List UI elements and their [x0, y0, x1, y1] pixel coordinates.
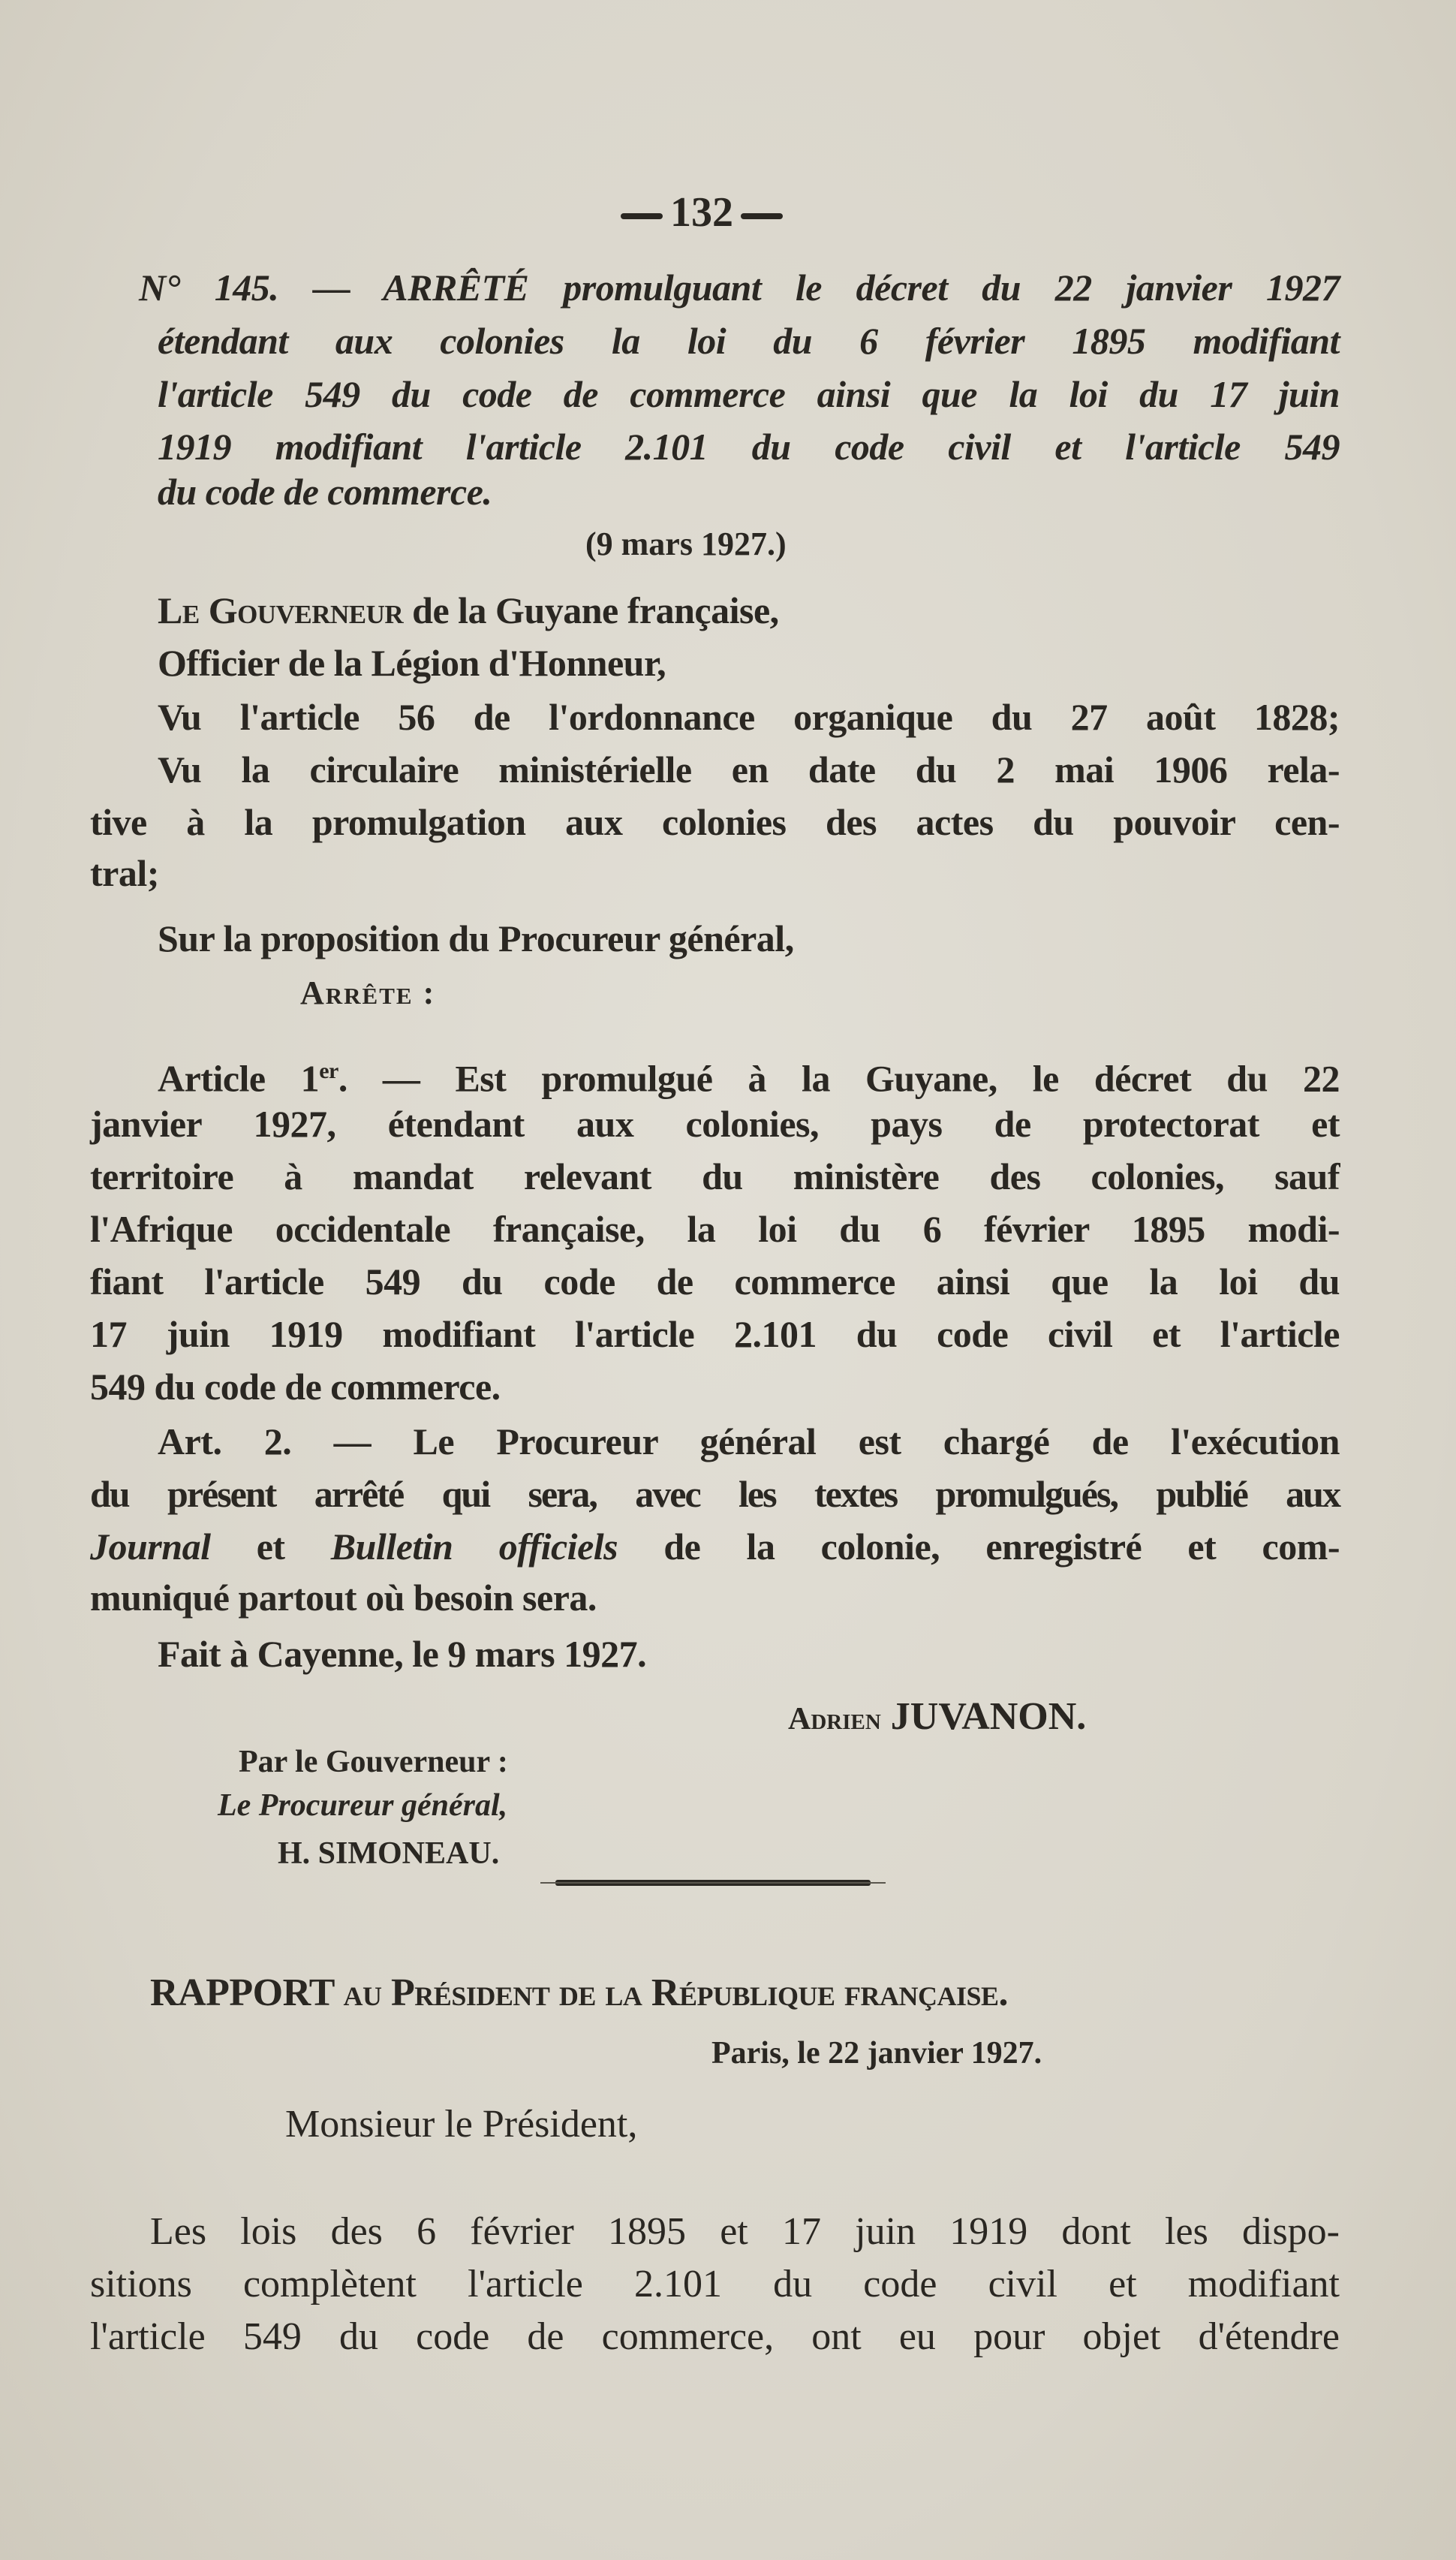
- ornament-dash: [621, 213, 663, 219]
- par-le-gouverneur: Par le Gouverneur :: [239, 1745, 508, 1779]
- bulletin-words: Bulletin officiels: [330, 1525, 618, 1568]
- rapport-line-2: sitions complètent l'article 2.101 du code civil et modifiant: [90, 2263, 1340, 2306]
- article-1-text: . — Est promulgué à la Guyane, le décret du 22: [338, 1057, 1340, 1100]
- article-1-line-7: 549 du code de commerce.: [90, 1366, 501, 1408]
- rapport-place-date: Paris, le 22 janvier 1927.: [711, 2036, 1042, 2071]
- article-2-line-4: muniqué partout où besoin sera.: [90, 1577, 597, 1619]
- officier-line: Officier de la Légion d'Honneur,: [158, 642, 666, 684]
- vu-circulaire-line-2: tive à la promulgation aux colonies des actes du pouvoir cen-: [90, 801, 1340, 843]
- article-1-line-6: 17 juin 1919 modifiant l'article 2.101 du code civil et l'article: [90, 1313, 1340, 1355]
- rapport-title: RAPPORT au Président de la République française.: [150, 1971, 1009, 2014]
- article-2-line-3-rest: de la colonie, enregistré et com-: [618, 1525, 1340, 1568]
- article-1-line-2: janvier 1927, étendant aux colonies, pays de protectorat et: [90, 1103, 1340, 1145]
- rapport-line-1: Les lois des 6 février 1895 et 17 juin 1919 dont les dispo-: [150, 2210, 1340, 2253]
- article-1-label: Article 1: [158, 1057, 320, 1100]
- article-2-line-3: [90, 1520, 1340, 1573]
- arrete-title-line-2: étendant aux colonies la loi du 6 février 1895 modifiant: [158, 320, 1340, 362]
- salutation: Monsieur le Président,: [285, 2103, 638, 2146]
- arrete-date: (9 mars 1927.): [585, 526, 787, 562]
- arrete-title-line-3: l'article 549 du code de commerce ainsi que la loi du 17 juin: [158, 373, 1340, 415]
- journal-word: Journal: [90, 1525, 211, 1568]
- gouverneur-line: [158, 584, 779, 637]
- sur-proposition: Sur la proposition du Procureur général,: [158, 917, 794, 959]
- article-1-line-3: territoire à mandat relevant du ministère des colonies, sauf: [90, 1155, 1340, 1197]
- rapport-line-3: l'article 549 du code de commerce, ont eu pour objet d'étendre: [90, 2315, 1340, 2358]
- arrete-title-line-1: N° 145. — ARRÊTÉ promulguant le décret du 22 janvier 1927: [139, 267, 1340, 309]
- procureur-title: Le Procureur général,: [218, 1788, 508, 1823]
- gouverneur-title: Le Gouverneur: [158, 589, 404, 631]
- gouverneur-rest: de la Guyane française,: [403, 589, 779, 631]
- signature-last-name: JUVANON.: [890, 1695, 1087, 1738]
- signature-first-name: Adrien: [788, 1702, 881, 1736]
- article-2-line-2: du présent arrêté qui sera, avec les textes promulgués, publié aux: [90, 1473, 1340, 1515]
- section-separator: [555, 1880, 871, 1886]
- fait-a-cayenne: Fait à Cayenne, le 9 mars 1927.: [158, 1633, 647, 1675]
- procureur-name: H. SIMONEAU.: [278, 1836, 500, 1871]
- article-1-line-1: [158, 1045, 1340, 1105]
- arrete-title-line-4: 1919 modifiant l'article 2.101 du code civil et l'article 549: [158, 426, 1340, 468]
- article-1-line-4: l'Afrique occidentale française, la loi du 6 février 1895 modi-: [90, 1208, 1340, 1250]
- vu-ordonnance: Vu l'article 56 de l'ordonnance organique du 27 août 1828;: [158, 696, 1340, 738]
- article-1-line-5: fiant l'article 549 du code de commerce ainsi que la loi du: [90, 1260, 1340, 1303]
- et-word: et: [210, 1525, 331, 1568]
- arrete-heading: Arrête :: [300, 974, 436, 1011]
- article-2-line-1: Art. 2. — Le Procureur général est chargé de l'exécution: [158, 1420, 1340, 1462]
- arrete-title-line-5: du code de commerce.: [158, 471, 492, 513]
- ornament-dash: [741, 213, 783, 219]
- page-number: 132: [593, 186, 811, 239]
- vu-circulaire-line-1: Vu la circulaire ministérielle en date du 2 mai 1906 rela-: [158, 748, 1340, 791]
- article-1-sup: er: [319, 1059, 338, 1083]
- vu-circulaire-line-3: tral;: [90, 852, 159, 894]
- governor-signature: [788, 1691, 1086, 1745]
